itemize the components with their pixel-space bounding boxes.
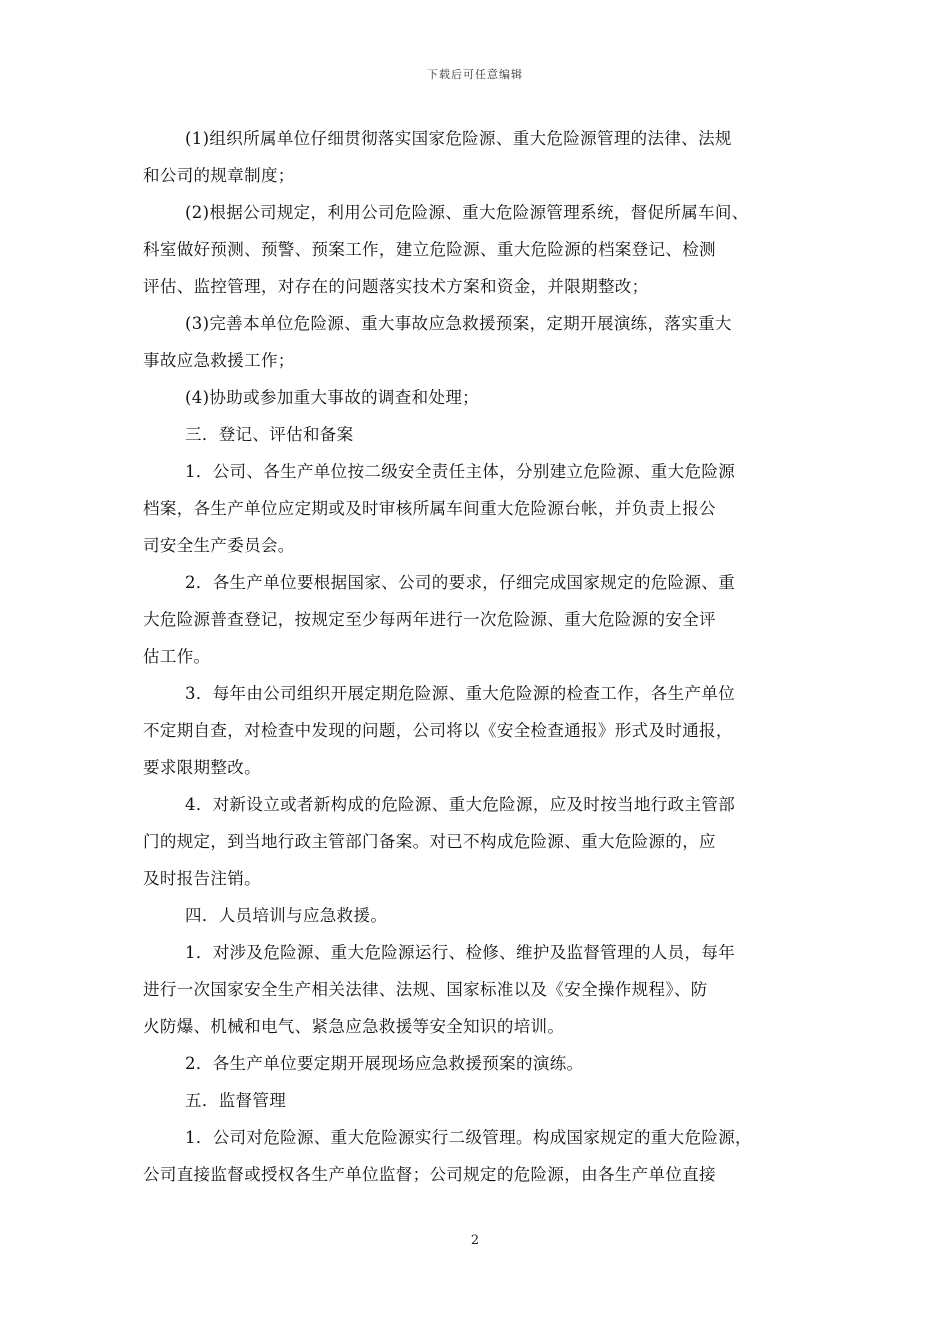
text-line: 事故应急救援工作；	[143, 351, 295, 370]
text-line: 2．各生产单位要定期开展现场应急救援预案的演练。	[185, 1054, 584, 1073]
text-line: 大危险源普查登记，按规定至少每两年进行一次危险源、重大危险源的安全评	[143, 610, 716, 629]
text-line: 1．对涉及危险源、重大危险源运行、检修、维护及监督管理的人员，每年	[185, 943, 736, 962]
text-line: 火防爆、机械和电气、紧急应急救援等安全知识的培训。	[143, 1017, 565, 1036]
text-line: 3．每年由公司组织开展定期危险源、重大危险源的检查工作，各生产单位	[185, 684, 736, 703]
text-line: 1．公司、各生产单位按二级安全责任主体，分别建立危险源、重大危险源	[185, 462, 736, 481]
text-line: 科室做好预测、预警、预案工作，建立危险源、重大危险源的档案登记、检测	[143, 240, 716, 259]
text-line: 四．人员培训与应急救援。	[185, 906, 388, 925]
text-line: (2)根据公司规定，利用公司危险源、重大危险源管理系统，督促所属车间、	[185, 203, 749, 222]
text-line: 和公司的规章制度；	[143, 166, 295, 185]
text-line: 不定期自查，对检查中发现的问题，公司将以《安全检查通报》形式及时通报，	[143, 721, 733, 740]
text-line: (1)组织所属单位仔细贯彻落实国家危险源、重大危险源管理的法律、法规	[185, 129, 732, 148]
document-body	[143, 120, 807, 1193]
text-line: 2．各生产单位要根据国家、公司的要求，仔细完成国家规定的危险源、重	[185, 573, 736, 592]
text-line: 五．监督管理	[185, 1091, 287, 1110]
text-line: 档案，各生产单位应定期或及时审核所属车间重大危险源台帐，并负责上报公	[143, 499, 716, 518]
text-line: 要求限期整改。	[143, 758, 261, 777]
page-number: 2	[470, 1233, 480, 1248]
text-line: 评估、监控管理，对存在的问题落实技术方案和资金，并限期整改；	[143, 277, 649, 296]
text-line: 门的规定，到当地行政主管部门备案。对已不构成危险源、重大危险源的，应	[143, 832, 716, 851]
text-line: 1．公司对危险源、重大危险源实行二级管理。构成国家规定的重大危险源，	[185, 1128, 752, 1147]
text-line: 4．对新设立或者新构成的危险源、重大危险源，应及时按当地行政主管部	[185, 795, 736, 814]
text-line: 公司直接监督或授权各生产单位监督；公司规定的危险源，由各生产单位直接	[143, 1165, 716, 1184]
text-line: 司安全生产委员会。	[143, 536, 295, 555]
text-line: 进行一次国家安全生产相关法律、法规、国家标准以及《安全操作规程》、防	[143, 980, 708, 999]
text-line: 三．登记、评估和备案	[185, 425, 354, 444]
text-line: 及时报告注销。	[143, 869, 261, 888]
page-header: 下载后可任意编辑	[427, 68, 523, 81]
text-line: (3)完善本单位危险源、重大事故应急救援预案，定期开展演练，落实重大	[185, 314, 732, 333]
text-line: (4)协助或参加重大事故的调查和处理；	[185, 388, 480, 407]
text-line: 估工作。	[143, 647, 211, 666]
